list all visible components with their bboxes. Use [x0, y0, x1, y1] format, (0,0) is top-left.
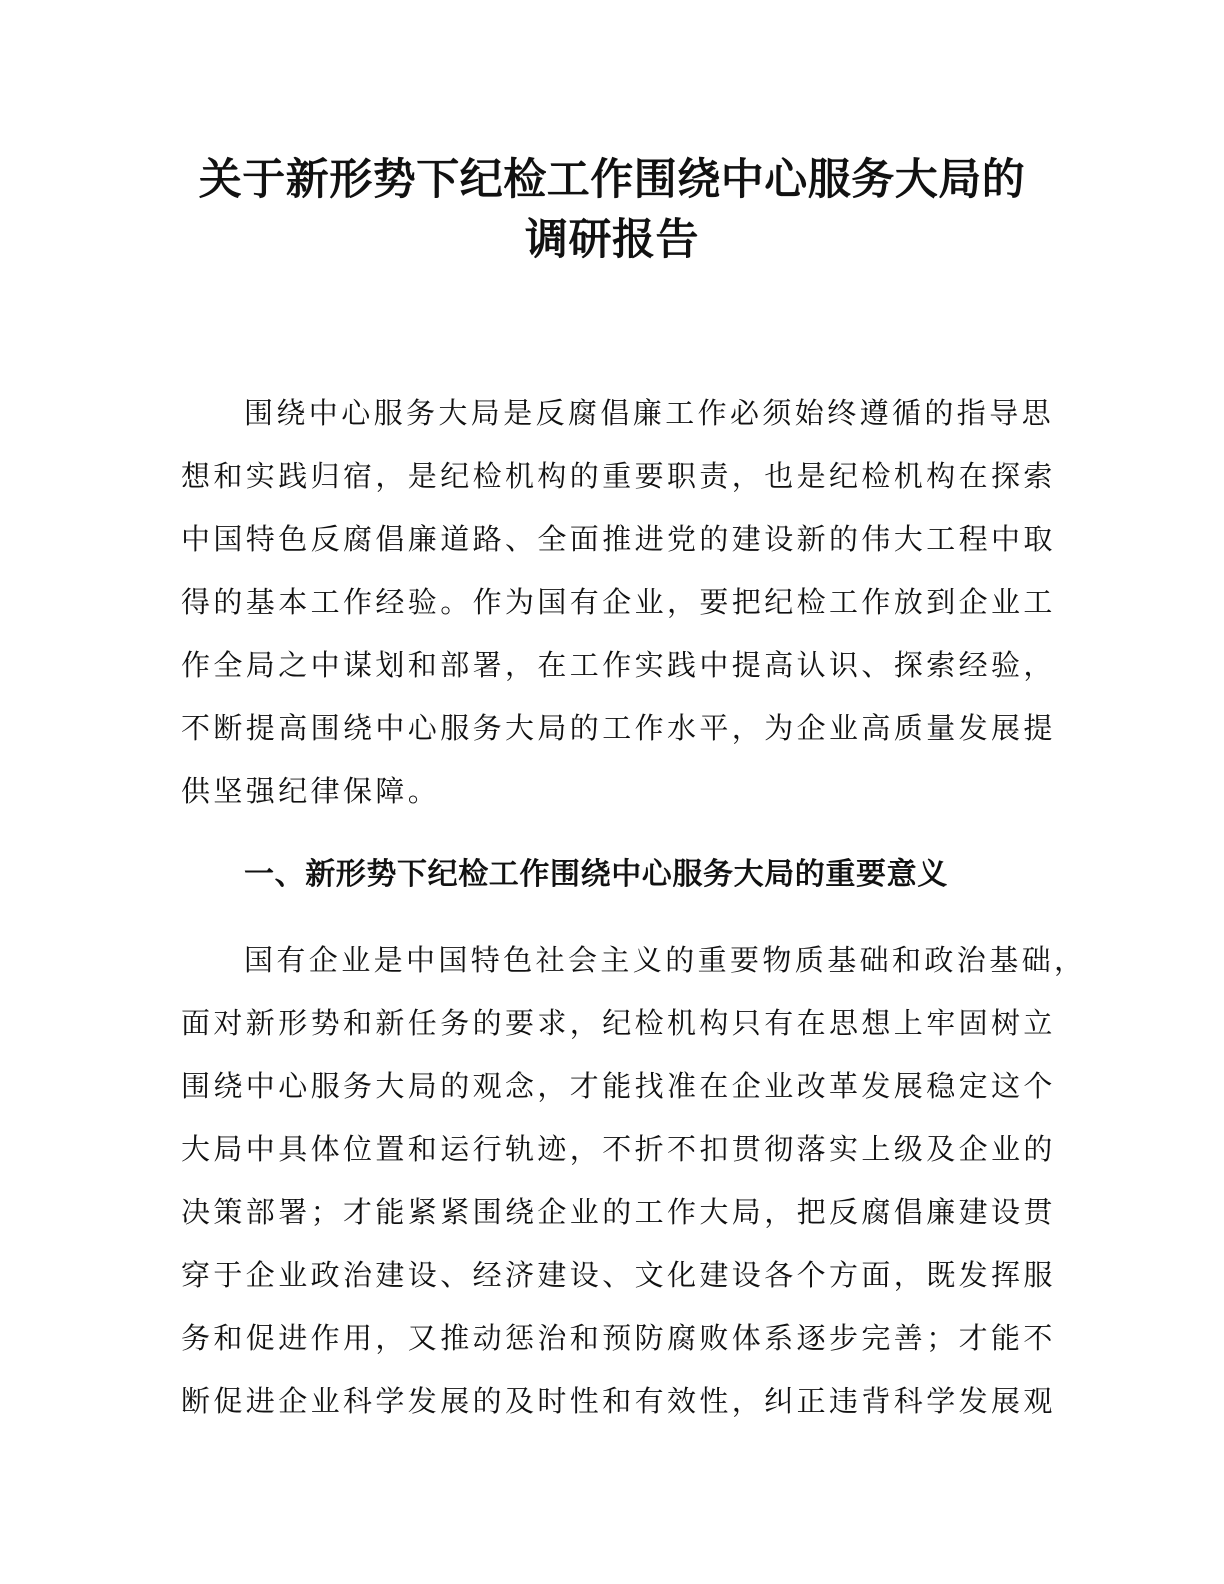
- section-paragraph-line: 面对新形势和新任务的要求，纪检机构只有在思想上牢固树立: [181, 1006, 1056, 1040]
- intro-paragraph-line: 围绕中心服务大局是反腐倡廉工作必须始终遵循的指导思: [244, 396, 1055, 430]
- intro-paragraph-line: 不断提高围绕中心服务大局的工作水平，为企业高质量发展提: [181, 711, 1056, 745]
- section-paragraph-line: 穿于企业政治建设、经济建设、文化建设各个方面，既发挥服: [181, 1258, 1056, 1292]
- intro-paragraph-line: 供坚强纪律保障。: [181, 774, 441, 808]
- intro-paragraph-line: 中国特色反腐倡廉道路、全面推进党的建设新的伟大工程中取: [181, 522, 1056, 556]
- section-paragraph-line: 断促进企业科学发展的及时性和有效性，纠正违背科学发展观: [181, 1384, 1056, 1418]
- document-title: [0, 150, 1224, 270]
- section-paragraph-line: 大局中具体位置和运行轨迹，不折不扣贯彻落实上级及企业的: [181, 1132, 1056, 1166]
- intro-paragraph-line: 得的基本工作经验。作为国有企业，要把纪检工作放到企业工: [181, 585, 1056, 619]
- title-line: 关于新形势下纪检工作围绕中心服务大局的: [198, 155, 1026, 205]
- intro-paragraph-line: 想和实践归宿，是纪检机构的重要职责，也是纪检机构在探索: [181, 459, 1056, 493]
- section-paragraph-line: 围绕中心服务大局的观念，才能找准在企业改革发展稳定这个: [181, 1069, 1056, 1103]
- section-paragraph-line: 国有企业是中国特色社会主义的重要物质基础和政治基础，: [244, 943, 1087, 977]
- title-line: 调研报告: [525, 215, 699, 265]
- section-heading: 一、新形势下纪检工作围绕中心服务大局的重要意义: [244, 857, 948, 892]
- intro-paragraph-line: 作全局之中谋划和部署，在工作实践中提高认识、探索经验，: [181, 648, 1056, 682]
- section-paragraph-line: 决策部署；才能紧紧围绕企业的工作大局，把反腐倡廉建设贯: [181, 1195, 1056, 1229]
- section-paragraph-line: 务和促进作用，又推动惩治和预防腐败体系逐步完善；才能不: [181, 1321, 1056, 1355]
